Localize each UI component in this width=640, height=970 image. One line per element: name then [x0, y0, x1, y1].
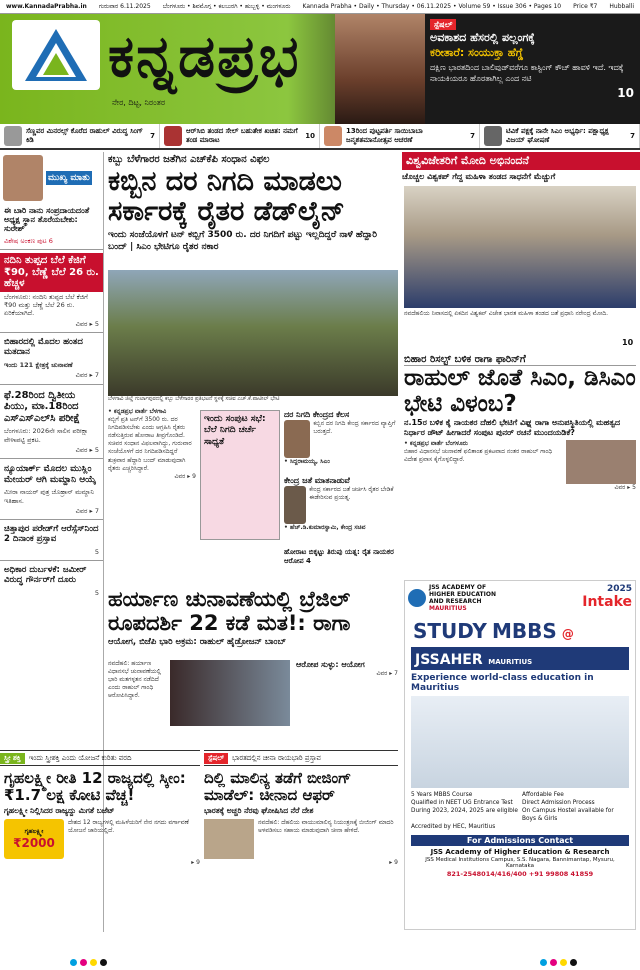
- city: Hubballi: [609, 3, 634, 10]
- site-url[interactable]: www.KannadaPrabha.in: [6, 3, 87, 10]
- story-headline[interactable]: ಫೆ.28ರಿಂದ ದ್ವಿತೀಯ ಪಿಯು, ಮಾ.18ರಿಂದ ಎಸ್ಎಸ್ಎಲ್‌ಸಿ ಪರೀಕ್ಷೆ: [4, 389, 80, 424]
- lead-headline[interactable]: ಕಬ್ಬಿನ ದರ ನಿಗದಿ ಮಾಡಲು ಸರ್ಕಾರಕ್ಕೆ ರೈತರ ಡೆಡ್‌ಲೈನ್: [108, 166, 345, 228]
- teaser-page: 7: [630, 132, 635, 140]
- ad-points: [411, 791, 629, 832]
- cabinet-box[interactable]: [200, 410, 280, 540]
- logo-icon: [12, 20, 100, 90]
- edition-date: ಗುರುವಾರ 6.11.2025: [98, 2, 151, 10]
- modi-kicker[interactable]: ವಿಶ್ವವಿಜೇತರಿಗೆ ಮೋದಿ ಅಭಿನಂದನೆ: [402, 152, 640, 170]
- ad-point: Qualified in NEET UG Entrance Test: [411, 800, 513, 807]
- teaser-text: ಆರ್‌ಸಿಬಿ ತಂಡದ ಸೇಲ್ ಬಹುತೇಕ ಖಚಿತ: ನಮಗೆ ತಂಡ ಮಾರಾಟ: [186, 127, 298, 144]
- promo-box[interactable]: [430, 20, 634, 101]
- gruha-sub: ಗೃಹಲಕ್ಷ್ಮೀ ನಿಲ್ಲಿಸಿದರ ರಾಜ್ಯದ್ದು ಮಿಗತೆ ಬಜೆಟ್: [4, 805, 115, 815]
- column-title: ಮುಖ್ಯ ಮಾತು: [48, 173, 90, 183]
- ad-jss-sub: MAURITIUS: [488, 658, 533, 666]
- promo-line1: ಅವಕಾಶದ ಹೆಸರಲ್ಲಿ ಪಲ್ಲಂಗಕ್ಕೆ: [430, 30, 535, 44]
- ad-country: MAURITIUS: [429, 605, 467, 612]
- teaser-thumb: [164, 126, 182, 146]
- footer-text: ಹೋರಾಟ ಬಿಕ್ಕಟ್ಟು ತಿರುಪು ಯತ್ನ: ರೈತ ನಾಯಕರ ಆರೋಪ: [284, 548, 394, 565]
- modi-page[interactable]: 10: [622, 338, 634, 347]
- haryana-headline[interactable]: ಹರ್ಯಾಣ ಚುನಾವಣೆಯಲ್ಲಿ ಬ್ರೆಜಿಲ್ ರೂಪದರ್ಶಿ 22 ಕಡೆ ಮತ!: ರಾಗಾ: [108, 587, 351, 635]
- teaser-thumb: [4, 126, 22, 146]
- lead-story: [108, 152, 398, 254]
- registration-marks-left: [70, 959, 107, 966]
- ad-point: Direct Admission Process: [522, 800, 595, 807]
- lead-byline: • ಕನ್ನಡಪ್ರಭ ವಾರ್ತೆ ಬೆಳಗಾವಿ: [108, 408, 167, 415]
- ad-intake: Intake: [582, 594, 632, 610]
- teaser-page: 7: [150, 132, 155, 140]
- lead-sub: ಇಂದು ಸಂಜೆಯೊಳಗೆ ಟನ್ ಕಬ್ಬಿಗೆ 3500 ರು. ದರ ನಿಗದಿಗೆ ಪಟ್ಟು ಇಲ್ಲದಿದ್ದರೆ ನಾಳೆ ಹೆದ್ದಾರಿ ಬಂದ್ | ಸಿಎಂ ಭೇಟಿಗೂ ರೈತರ ನಕಾರ: [108, 230, 378, 253]
- promo-line2: ಕರೀತಾರೆ: ಸಂಯುಕ್ತಾ ಹೆಗ್ಡೆ: [430, 45, 524, 59]
- ad-point: During 2023, 2024, 2025 are eligible: [411, 808, 518, 815]
- quote1-body: ಕಬ್ಬಿನ ದರ ನಿಗದಿ ಕೇಂದ್ರ ಸರ್ಕಾರದ ವ್ಯಾಪ್ತಿಗೆ ಬರುತ್ತದೆ.: [313, 420, 396, 436]
- ad-jss: JSSAHER: [415, 652, 483, 668]
- story-headline[interactable]: ಚಿತ್ತಾಪುರ ಪರೇಡ್‌ಗೆ ಆರೆಸ್ಸೆಸ್‌ನಿಂದ 2 ದಿನಾಂಕ ಪ್ರಸ್ತಾವ: [4, 524, 99, 545]
- story-headline[interactable]: ಅಧಿಕಾರ ದುರ್ಬಳಕೆ: ಜಮೀರ್ ವಿರುದ್ಧ ಗೌರ್ನರ್‌ಗೆ ದೂರು: [4, 565, 87, 586]
- teaser-text: 13ರಿಂದ ಪುಟ್ಟಪರ್ತಿ ಸಾಯಿಬಾಬಾ ಜನ್ಮಶತಮಾನೋತ್ಸವ ಆಚರಣೆ: [346, 127, 423, 144]
- story-page[interactable]: ವಿವರ ▸ 7: [75, 507, 99, 516]
- column-box[interactable]: [0, 152, 103, 204]
- ad-tagline: Experience world-class education in Mauritius: [411, 673, 594, 693]
- promo-brand: ಸ್ಪೆಷಲ್: [430, 19, 456, 30]
- china-story: [204, 770, 398, 867]
- ad-at: @: [561, 627, 574, 641]
- gruha-page[interactable]: ▸ 9: [191, 858, 200, 866]
- teaser-item[interactable]: [0, 124, 160, 148]
- rahul-photo: [566, 440, 636, 484]
- ad-point: On Campus Hostel available for Boys & Girls: [522, 808, 614, 823]
- story-body: ಮೀರಾ ನಾಯರ್ ಪುತ್ರ ಜೊಹ್ರಾನ್ ಮಮ್ದಾನಿ ಇತಿಹಾಸ.: [4, 488, 94, 505]
- lead-body: ಕಬ್ಬಿಗೆ ಪ್ರತಿ ಟನ್‌ಗೆ 3500 ರು. ದರ ನಿಗದಿಪಡಿಸಬೇಕು ಎಂದು ಆಗ್ರಹಿಸಿ ರೈತರು ನಡೆಸುತ್ತಿರುವ ಹೋರಾಟ ತೀವ್ರಗೊಂಡಿದೆ. ಸಚಿವರ ಸಂಧಾನ ವಿಫಲವಾಗಿದ್ದು, ಗುರುವಾರ ಸಂಜೆಯೊಳಗೆ ದರ ನಿಗದಿಪಡಿಸದಿದ್ದರೆ ಶುಕ್ರವಾರ ಹೆದ್ದಾರಿ ಬಂದ್ ಮಾಡುವುದಾಗಿ ರೈತರು ಎಚ್ಚರಿಸಿದ್ದಾರೆ.: [108, 416, 192, 472]
- lead-page[interactable]: ವಿವರ ▸ 9: [174, 472, 196, 480]
- teaser-page: 10: [305, 132, 315, 140]
- teaser-strip: [0, 124, 640, 150]
- quote2-photo: [284, 486, 306, 524]
- lead-kicker: ಕಬ್ಬು ಬೆಳೆಗಾರರ ಜತೆಗಿನ ಎಚ್‌ಕೆಪಿ ಸಂಧಾನ ವಿಫಲ: [108, 154, 270, 165]
- modi-story: [402, 152, 640, 184]
- story-body: ಇಂದು 121 ಕ್ಷೇತ್ರಕ್ಕೆ ಚುನಾವಣೆ: [4, 360, 73, 369]
- teaser-thumb: [484, 126, 502, 146]
- china-headline[interactable]: ದಿಲ್ಲಿ ಮಾಲಿನ್ಯ ತಡೆಗೆ ಬೀಜಿಂಗ್ ಮಾಡೆಲ್: ಚೀನಾದ ಆಫರ್: [204, 769, 352, 804]
- rahul-body: ಬಿಹಾರ ವಿಧಾನಸಭೆ ಚುನಾವಣೆ ಫಲಿತಾಂಶ ಪ್ರಕಟವಾದ ನಂತರ ರಾಹುಲ್ ಗಾಂಧಿ ವಿದೇಶ ಪ್ರವಾಸ ಕೈಗೊಳ್ಳಲಿದ್ದಾರೆ.: [404, 448, 553, 464]
- haryana-sub: ಆಯೋಗ, ಬಿಜೆಪಿ ಭಾರಿ ಅಕ್ರಮ: ರಾಹುಲ್ ಹೈಡ್ರೋಜನ್ ಬಾಂಬ್: [108, 637, 286, 648]
- haryana-story: [108, 588, 398, 647]
- strip-tag: ಸ್ಪೆಷಲ್: [204, 753, 228, 764]
- china-sub: ಭಾರತಕ್ಕೆ ಅಚ್ಚರಿ ನೆರವು ಘೋಷಿಸಿದ ನೆರೆ ದೇಶ: [204, 805, 314, 815]
- ad-org: JSS ACADEMY OF HIGHER EDUCATION AND RESEARCH: [429, 584, 496, 605]
- rahul-page[interactable]: ವಿವರ ▸ 5: [614, 484, 636, 492]
- ad-mbbs: MBBS: [492, 619, 557, 643]
- gruha-body: ದೇಶದ 12 ರಾಜ್ಯಗಳಲ್ಲಿ ಮಹಿಳೆಯರಿಗೆ ನೇರ ನಗದು ವರ್ಗಾವಣೆ ಯೋಜನೆ ಜಾರಿಯಲ್ಲಿದೆ.: [68, 818, 189, 834]
- lead-photo: [108, 270, 398, 396]
- rahul-byline: • ಕನ್ನಡಪ್ರಭ ವಾರ್ತೆ ಬೆಂಗಳೂರು: [404, 440, 468, 448]
- ad-year: 2025: [606, 584, 632, 594]
- price: Price ₹7: [573, 3, 598, 10]
- jss-logo-icon: [408, 589, 426, 607]
- haryana-side[interactable]: [296, 660, 398, 678]
- rahul-sub: ನ.15ರ ಬಳಿಕ ಕೈ ನಾಯಕರ ದೆಹಲಿ ಭೇಟಿಗೆ ವಿಘ್ನ ರಾಗಾ ಅನುಪಸ್ಥಿತಿಯಲ್ಲಿ ಮಹತ್ವದ ನಿರ್ಧಾರ ಡೌಟ್ ಹೀಗಾದರೆ ಸಂಪುಟ ಪುನರ್ ರಚನೆ ಮುಂದಯಡಿಕೆ?: [404, 417, 621, 437]
- story-headline[interactable]: ನ್ಯೂಯಾರ್ಕ್ ಮೊದಲ ಮುಸ್ಲಿಂ ಮೇಯರ್ ಆಗಿ ಮಮ್ದಾನಿ ಆಯ್ಕೆ: [4, 464, 97, 485]
- promo-photo: [335, 14, 425, 124]
- teaser-page: 7: [470, 132, 475, 140]
- ad-study: STUDY: [413, 619, 487, 643]
- quote1-by: • ಸಿದ್ದರಾಮಯ್ಯ, ಸಿಎಂ: [284, 458, 330, 465]
- story-headline[interactable]: ನದಿನಿ ತುಪ್ಪದ ಬೆಲೆ ಕೆಜಿಗೆ ₹90, ಬೆಣ್ಣೆ ಬೆಲೆ 26 ರು. ಹೆಚ್ಚಳ: [0, 253, 103, 292]
- issue-meta: Kannada Prabha • Daily • Thursday • 06.11.2025 • Volume 59 • Issue 306 • Pages 10: [302, 3, 562, 10]
- gruha-headline[interactable]: ಗೃಹಲಕ್ಷ್ಮೀ ರೀತಿ 12 ರಾಜ್ಯದಲ್ಲಿ ಸ್ಕೀಂ: ₹1.7 ಲಕ್ಷ ಕೋಟಿ ವೆಚ್ಚ!: [4, 769, 186, 804]
- footer-page: 4: [306, 557, 311, 565]
- rahul-headline[interactable]: ರಾಹುಲ್ ಜೊತೆ ಸಿಎಂ, ಡಿಸಿಎಂ ಭೇಟಿ ವಿಳಂಬ?: [404, 365, 636, 417]
- gruha-story: [4, 770, 200, 867]
- story-page[interactable]: ವಿವರ ▸ 7: [75, 371, 99, 380]
- column-text: ಈ ಬಾರಿ ನಾನು ಸಂಪ್ರದಾಯದಂತೆ ಅಧ್ಯಕ್ಷ ಸ್ಥಾನ ತೊರೆಯಬೇಕು: ಸುರೇಶ್: [4, 206, 90, 234]
- haryana-page: ವಿವರ ▸ 7: [376, 670, 398, 677]
- gruha-badge: [4, 819, 64, 859]
- ad-address: JSS Medical Institutions Campus, S.S. Nagara, Bannimantap, Mysuru, Karnataka: [425, 856, 615, 869]
- teaser-item[interactable]: [160, 124, 320, 148]
- haryana-photo: [170, 660, 290, 726]
- teaser-text: ಟಿವಿಕೆ ಪಕ್ಷಕ್ಕೆ ನಾನೇ ಸಿಎಂ ಅಭ್ಯರ್ಥಿ: ಪಕ್ಷಾಧ್ಯಕ್ಷ ವಿಜಯ್ ಘೋಷಣೆ: [506, 127, 609, 144]
- china-photo: [204, 819, 254, 859]
- teaser-item[interactable]: [480, 124, 640, 148]
- lead-footer[interactable]: [284, 548, 398, 566]
- china-page[interactable]: ▸ 9: [389, 858, 398, 866]
- side-quote-2[interactable]: [284, 476, 398, 532]
- column-more[interactable]: ವಿಶೇಷ ಅಂಕಣ ಪುಟ 6: [4, 236, 53, 245]
- teaser-text: ಸೆಣ್ಣವರ ಮಿನರಲ್ಸ್ ಕೊರೆದ ರಾಹುಲ್ ವಿರುದ್ಧ ಸಿಂಗ್ ಕಿಡಿ: [26, 127, 143, 144]
- teaser-item[interactable]: [320, 124, 480, 148]
- lead-body-col: [108, 408, 196, 481]
- promo-text: ದಕ್ಷಿಣ ಭಾರತದಿಂದ ಬಾಲಿವುಡ್‌ವರೆಗೂ ಕಾಸ್ಟಿಂಗ್ ಕೌಚ್ ಹಾವಳಿ ಇದೆ. ಇದಕ್ಕೆ ನಾಯಕಿಯರೂ ಹೊರತಾಗಿಲ್ಲ ಎಂದ ನಟಿ: [430, 63, 624, 84]
- quote2-by: • ಹೆಚ್.ಡಿ.ಕುಮಾರಸ್ವಾಮಿ, ಕೇಂದ್ರ ಸಚಿವ: [284, 524, 366, 531]
- badge-amount: ₹2000: [13, 835, 55, 850]
- strip-stree[interactable]: [0, 750, 200, 766]
- quote2-head: ಕೇಂದ್ರ ಜತೆ ಮಾತನಾಡುವೆ: [284, 476, 350, 485]
- story-body: ಬೆಂಗಳೂರು: 2026ನೇ ಸಾಲಿನ ಪರೀಕ್ಷಾ ವೇಳಾಪಟ್ಟಿ ಪ್ರಕಟ.: [4, 427, 89, 444]
- columnist-photo: [3, 155, 43, 201]
- story-page[interactable]: 5: [94, 548, 99, 556]
- ad-contact-org: JSS Academy of Higher Education & Research: [430, 847, 610, 856]
- top-info-bar: [0, 0, 640, 14]
- story-headline[interactable]: ಬಿಹಾರದಲ್ಲಿ ಮೊದಲ ಹಂತದ ಮತದಾನ: [4, 337, 83, 358]
- story-page[interactable]: ವಿವರ ▸ 5: [75, 319, 99, 328]
- quote2-body: ಕೇಂದ್ರ ಸರ್ಕಾರದ ಜತೆ ಚರ್ಚಿಸಿ ರೈತರ ಬೇಡಿಕೆ ಈಡೇರಿಸುವ ಪ್ರಯತ್ನ.: [309, 486, 394, 502]
- registration-marks-right: [540, 959, 577, 966]
- story-body: ಬೆಂಗಳೂರು: ನಂದಿನಿ ತುಪ್ಪದ ಬೆಲೆ ಕೆಜಿಗೆ ₹90 ಮತ್ತು ಬೆಣ್ಣೆ ಬೆಲೆ 26 ರು. ಏರಿಕೆಯಾಗಿದೆ.: [4, 292, 88, 318]
- promo-page: 10: [617, 86, 634, 101]
- quote1-photo: [284, 420, 310, 458]
- story-page[interactable]: 5: [94, 588, 99, 597]
- ad-point: Accredited by HEC, Mauritius: [411, 824, 496, 831]
- modi-caption: ನವದೆಹಲಿಯ ನಿವಾಸದಲ್ಲಿ ಏಕದಿನ ವಿಶ್ವಕಪ್ ವಿಜೇತ ಭಾರತ ಮಹಿಳಾ ತಂಡದ ಜತೆ ಪ್ರಧಾನಿ ನರೇಂದ್ರ ಮೋದಿ.: [404, 310, 609, 317]
- masthead-title: ಕನ್ನಡಪ್ರಭ: [108, 22, 301, 90]
- cabinet-headline: ಇಂದು ಸಂಪುಟ ಸಭೆ: ಬೆಲೆ ನಿಗದಿ ಚರ್ಚೆ ಸಾಧ್ಯತೆ: [204, 414, 266, 447]
- ad-point: Affordable Fee: [522, 792, 564, 798]
- ad-doctors-photo: [411, 696, 629, 788]
- ad-contact-title: For Admissions Contact: [411, 835, 629, 846]
- ad-point: 5 Years MBBS Course: [411, 792, 473, 798]
- ad-phones[interactable]: 821-2548014/416/400 +91 99808 41859: [446, 869, 594, 878]
- modi-sub: ಚೊಚ್ಚಲ ವಿಶ್ವಕಪ್ ಗೆದ್ದ ಮಹಿಳಾ ತಂಡದ ಸಾಧನೆಗೆ ಮೆಚ್ಚುಗೆ: [402, 172, 556, 181]
- china-body: ನವದೆಹಲಿ: ದೆಹಲಿಯ ವಾಯುಮಾಲಿನ್ಯ ನಿಯಂತ್ರಣಕ್ಕೆ ಬೀಜಿಂಗ್ ಮಾದರಿ ಅಳವಡಿಸಲು ಸಹಾಯ ಮಾಡುವುದಾಗಿ ಚೀನಾ ಹೇಳಿದೆ.: [258, 818, 394, 834]
- strip-text: ಭಾರತದಲ್ಲಿನ ಚೀನಾ ರಾಯಭಾರಿ ಪ್ರಸ್ತಾವ: [232, 753, 321, 762]
- side-quote-1[interactable]: [284, 410, 398, 466]
- rahul-kicker: ಬಿಹಾರ ರಿಸಲ್ಟ್ ಬಳಿಕ ರಾಗಾ ಫಾರಿನ್‌ಗೆ: [404, 354, 636, 366]
- badge-label: ಗೃಹಲಕ್ಷ್ಮೀ: [24, 827, 44, 835]
- rahul-story: [404, 354, 636, 492]
- strip-tag: ಸ್ತ್ರೀ ಶಕ್ತಿ: [0, 753, 25, 764]
- masthead-tagline: ನೇರ, ದಿಟ್ಟ, ನಿರಂತರ: [112, 98, 166, 107]
- lead-caption: ಬೆಳಗಾವಿ ಜಿಲ್ಲೆ ಗುರ್ಲಾಪುರದಲ್ಲಿ ಕಬ್ಬು ಬೆಳೆಗಾರರ ಪ್ರತಿಭಟನೆ ಸ್ಥಳಕ್ಕೆ ಸಚಿವ ಎಚ್.ಕೆ.ಪಾಟೀಲ್ ಭೇಟಿ: [108, 396, 280, 402]
- quote1-head: ದರ ನಿಗದಿ ಕೇಂದ್ರದ ಕೆಲಸ: [284, 410, 350, 419]
- edition-links: ಬೆಂಗಳೂರು • ಶಿವಮೊಗ್ಗ • ಕಲಬುರಗಿ • ಹುಬ್ಬಳ್ಳಿ • ಮಂಗಳೂರು: [162, 2, 291, 10]
- teaser-thumb: [324, 126, 342, 146]
- story-page[interactable]: ವಿವರ ▸ 5: [75, 446, 99, 455]
- strip-text: ಇಂದು ಸ್ತ್ರೀಶಕ್ತಿ ಎಂದು ಯೋಜನೆ ಕುರಿತು ವರದಿ: [28, 753, 132, 762]
- haryana-body: ನವದೆಹಲಿ: ಹರ್ಯಾಣ ವಿಧಾನಸಭೆ ಚುನಾವಣೆಯಲ್ಲಿ ಭಾರಿ ಮತಗಳ್ಳತನ ನಡೆದಿದೆ ಎಂದು ರಾಹುಲ್ ಗಾಂಧಿ ಆರೋಪಿಸಿದ್ದಾರೆ.: [108, 660, 162, 700]
- strip-special[interactable]: [204, 750, 398, 766]
- jss-advert[interactable]: [404, 580, 636, 930]
- haryana-side-head: ಆರೋಪ ಸುಳ್ಳು: ಆಯೋಗ: [296, 660, 365, 669]
- modi-photo: [404, 186, 636, 308]
